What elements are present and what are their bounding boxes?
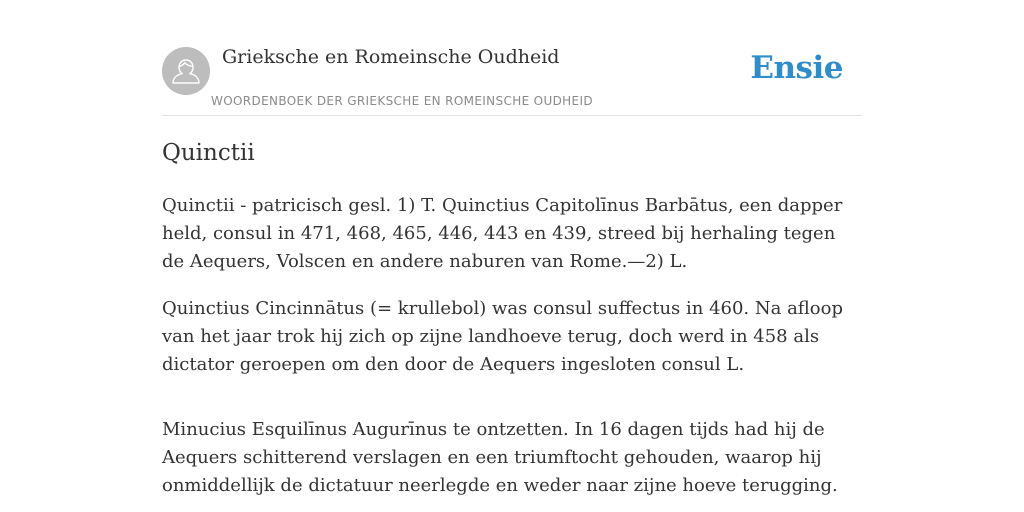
source-subtitle: WOORDENBOEK DER GRIEKSCHE EN ROMEINSCHE OUDHEID: [211, 94, 593, 108]
brand-logo[interactable]: Ensie: [750, 50, 843, 86]
source-title[interactable]: Grieksche en Romeinsche Oudheid: [222, 46, 560, 68]
entry-body: [162, 192, 862, 512]
source-header: [162, 0, 862, 116]
entry-paragraph: Quinctii - patricisch gesl. 1) T. Quinctius Capitolīnus Barbātus, een dapper held, consul in 471, 468, 465, 446, 443 en 439, streed bij herhaling tegen de Aequers, Volscen en andere naburen van Rome.—2) L.: [162, 195, 843, 272]
entry-title: Quinctii: [162, 140, 255, 166]
page-container: [162, 0, 862, 496]
user-icon: [162, 47, 210, 95]
entry-paragraph: Quinctius Cincinnātus (= krullebol) was consul suffectus in 460. Na afloop van het jaar trok hij zich op zijne landhoeve terug, doch werd in 458 als dictator geroepen om den door de Aequers ingesloten consul L.: [162, 298, 844, 375]
entry-paragraph: Minucius Esquilīnus Augurīnus te ontzetten. In 16 dagen tijds had hij de Aequers schitterend verslagen en een triumftocht gehouden, waarop hij onmiddellijk de dictatuur neerlegde en weder naar zijne hoeve terugging.: [162, 419, 838, 496]
